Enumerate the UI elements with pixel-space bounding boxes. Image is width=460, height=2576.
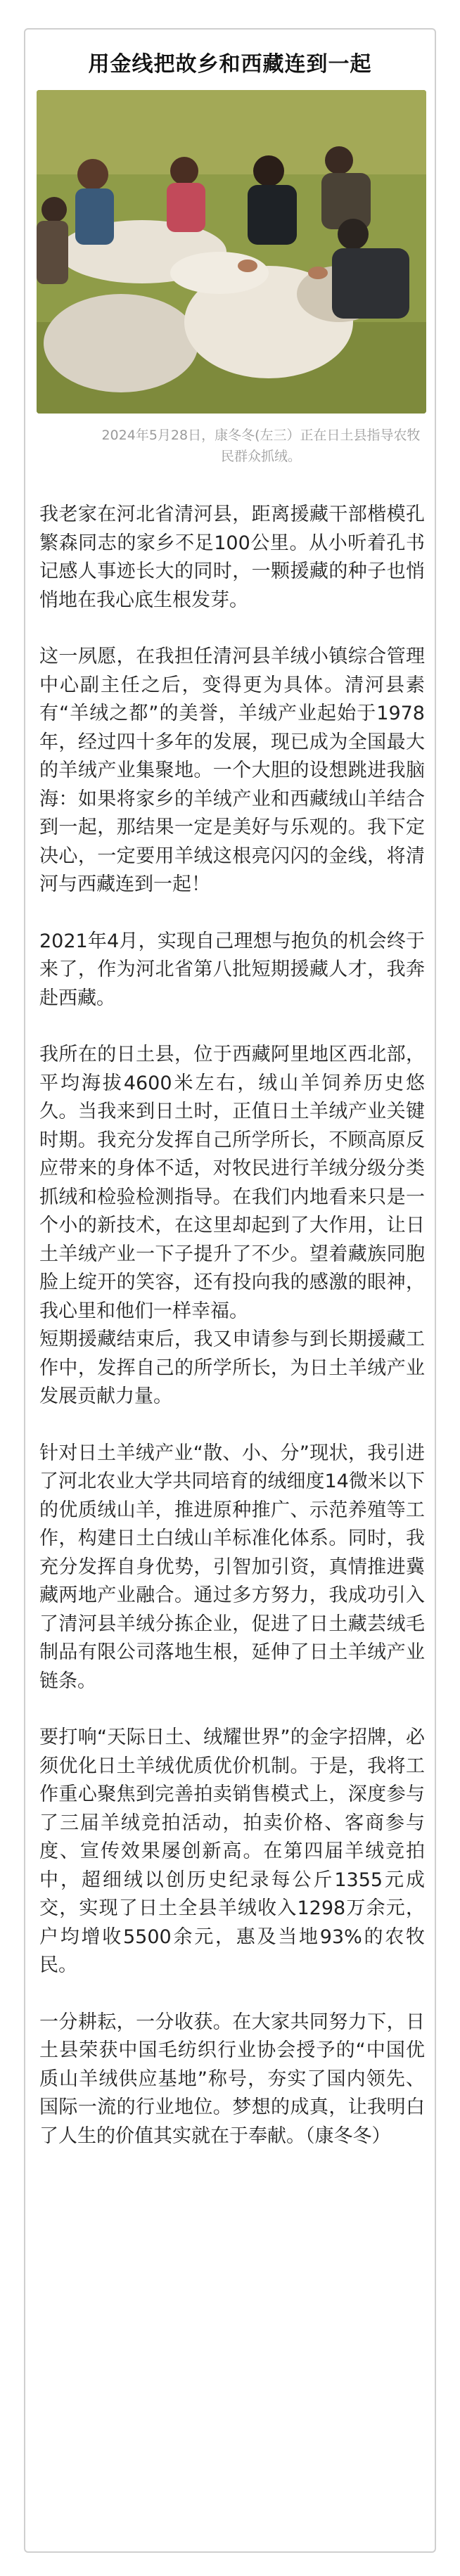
- photo-caption: 2024年5月28日，康冬冬(左三）正在日土县指导农牧民群众抓绒。: [101, 428, 421, 464]
- paragraph: 针对日土羊绒产业“散、小、分”现状，我引进了河北农业大学共同培育的绒细度14微米以下的优质绒山羊，推进原种推广、示范养殖等工作，构建日土白绒山羊标准化体系。同时，我充分发挥自身优势，引智加引资，真情推进冀藏两地产业融合。通过多方努力，我成功引入了清河县羊绒分拣企业，促进了日土藏芸绒毛制品有限公司落地生根，延伸了日土羊绒产业链条。: [39, 1442, 425, 1692]
- article-frame: [24, 28, 436, 2553]
- paragraph: 这一夙愿，在我担任清河县羊绒小镇综合管理中心副主任之后，变得更为具体。清河县素有“羊绒之都”的美誉，羊绒产业起始于1978年，经过四十多年的发展，现已成为全国最大的羊绒产业集聚地。一个大胆的设想跳进我脑海：如果将家乡的羊绒产业和西藏绒山羊结合到一起，那结果一定是美好与乐观的。我下定决心，一定要用羊绒这根亮闪闪的金线，将清河与西藏连到一起！: [39, 646, 425, 895]
- photo-illustration: [37, 90, 426, 414]
- paragraph: 2021年4月，实现自己理想与抱负的机会终于来了，作为河北省第八批短期援藏人才，我奔赴西藏。: [39, 930, 425, 1009]
- article-headline: 用金线把故乡和西藏连到一起: [88, 52, 372, 77]
- paragraph: 我老家在河北省清河县，距离援藏干部楷模孔繁森同志的家乡不足100公里。从小听着孔书记感人事迹长大的同时，一颗援藏的种子也悄悄地在我心底生根发芽。: [39, 504, 425, 611]
- article-photo: [37, 90, 426, 414]
- article-body: [39, 501, 425, 2151]
- paragraph: 我所在的日土县，位于西藏阿里地区西北部，平均海拔4600米左右，绒山羊饲养历史悠久。当我来到日土时，正值日土羊绒产业关键时期。我充分发挥自己所学所长，不顾高原反应带来的身体不适，对牧民进行羊绒分级分类抓绒和检验检测指导。在我们内地看来只是一个小的新技术，在这里却起到了大作用，让日土羊绒产业一下子提升了不少。望着藏族同胞脸上绽开的笑容，还有投向我的感激的眼神，我心里和他们一样幸福。 短期援藏结束后，我又申请参与到长期援藏工作中，发挥自己的所学所长，为日土羊绒产业发展贡献力量。: [39, 1044, 425, 1407]
- paragraph: 要打响“天际日土、绒耀世界”的金字招牌，必须优化日土羊绒优质优价机制。于是，我将工作重心聚焦到完善拍卖销售模式上，深度参与了三届羊绒竞拍活动，拍卖价格、客商参与度、宣传效果屡创新高。在第四届羊绒竞拍中，超细绒以创历史纪录每公斤1355元成交，实现了日土全县羊绒收入1298万余元，户均增收5500余元，惠及当地93%的农牧民。: [39, 1726, 425, 1976]
- paragraph: 一分耕耘，一分收获。在大家共同努力下，日土县荣获中国毛纺织行业协会授予的“中国优质山羊绒供应基地”称号，夯实了国内领先、国际一流的行业地位。梦想的成真，让我明白了人生的价值其实就在于奉献。（康冬冬）: [39, 2011, 425, 2147]
